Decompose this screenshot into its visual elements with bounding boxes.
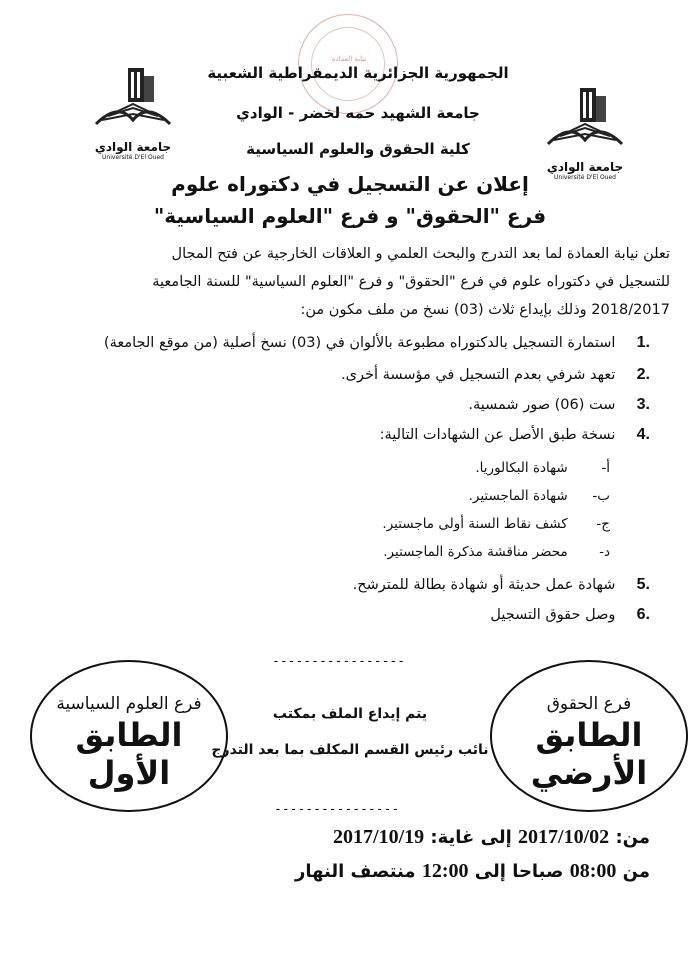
- list-item: [30, 396, 650, 414]
- item-number: .5: [636, 576, 650, 593]
- header-faculty: كلية الحقوق والعلوم السياسية: [246, 140, 470, 158]
- sub-list-item: [50, 544, 610, 560]
- item-text: وصل حقوق التسجيل: [490, 607, 616, 623]
- intro-line-1: تعلن نيابة العمادة لما بعد التدرج والبحث العلمي و العلاقات الخارجية عن فتح المجال: [171, 246, 670, 262]
- university-logo-left: [88, 62, 178, 162]
- logo-subcaption: Université D'El Oued: [102, 154, 164, 161]
- sub-item-letter: ب-: [592, 488, 610, 504]
- location-box-political-science: [30, 660, 228, 812]
- from-date: 2017/10/02: [518, 826, 610, 848]
- sub-item-text: شهادة البكالوريا.: [475, 460, 568, 476]
- item-number: .6: [636, 606, 650, 623]
- sub-item-letter: د-: [599, 544, 610, 560]
- time-from: 08:00: [569, 860, 617, 882]
- header-republic: الجمهورية الجزائرية الديمقراطية الشعبية: [207, 64, 509, 82]
- divider-top: -----------------: [272, 654, 406, 669]
- intro-line-2: للتسجيل في دكتوراه علوم في فرع "الحقوق" و فرع "العلوم السياسية" للسنة الجامعية: [152, 274, 670, 290]
- header-university: جامعة الشهيد حمه لخضر - الوادي: [236, 104, 480, 122]
- divider-bottom: ----------------: [274, 802, 400, 817]
- list-item: [30, 426, 650, 444]
- sub-list-item: [50, 460, 610, 476]
- time-mid: صباحا إلى: [474, 861, 564, 882]
- logo-caption: جامعة الوادي: [94, 140, 172, 154]
- logo-subcaption: Université D'El Oued: [554, 174, 616, 181]
- box-branch-label: فرع الحقوق: [546, 694, 632, 714]
- item-text: تعهد شرفي بعدم التسجيل في مؤسسة أخرى.: [341, 367, 616, 383]
- announcement-subtitle: فرع "الحقوق" و فرع "العلوم السياسية": [153, 204, 547, 228]
- list-item: [30, 606, 650, 624]
- list-item: [30, 576, 650, 594]
- sub-item-text: شهادة الماجستير.: [468, 488, 568, 504]
- registration-period: [50, 826, 650, 849]
- stamp-text: نيابة العمادة: [331, 55, 367, 63]
- university-logo-icon: [540, 82, 630, 162]
- list-item: [30, 366, 650, 384]
- item-number: .4: [636, 426, 650, 443]
- item-number: .1: [636, 334, 650, 351]
- deposit-line-1: يتم إيداع الملف بمكتب: [272, 706, 428, 722]
- box-floor-label: الطابق الأول: [75, 716, 183, 792]
- sub-list-item: [50, 488, 610, 504]
- to-label: إلى غاية:: [430, 827, 512, 848]
- time-from-label: من: [622, 861, 650, 882]
- sub-item-text: كشف نقاط السنة أولى ماجستير.: [382, 516, 568, 532]
- to-date: 2017/10/19: [333, 826, 425, 848]
- university-logo-icon: [88, 62, 178, 142]
- university-logo-right: [540, 82, 630, 182]
- time-to: 12:00: [421, 860, 469, 882]
- item-text: شهادة عمل حديثة أو شهادة بطالة للمترشح.: [352, 577, 616, 593]
- time-end: منتصف النهار: [294, 861, 416, 882]
- list-item: [30, 334, 650, 352]
- sub-item-text: محضر مناقشة مذكرة الماجستير.: [383, 544, 568, 560]
- intro-line-3: 2018/2017 وذلك بإيداع ثلاث (03) نسخ من ملف مكون من:: [300, 302, 670, 318]
- item-number: .2: [636, 366, 650, 383]
- sub-item-letter: أ-: [601, 460, 610, 476]
- location-box-law: [490, 660, 688, 812]
- from-label: من:: [615, 827, 650, 848]
- sub-list-item: [50, 516, 610, 532]
- item-text: استمارة التسجيل بالدكتوراه مطبوعة بالألوان في (03) نسخ أصلية (من موقع الجامعة): [103, 335, 616, 351]
- logo-caption: جامعة الوادي: [546, 160, 624, 174]
- box-branch-label: فرع العلوم السياسية: [56, 694, 202, 714]
- item-number: .3: [636, 396, 650, 413]
- deposit-line-2: نائب رئيس القسم المكلف بما بعد التدرج: [211, 742, 489, 758]
- registration-hours: [50, 860, 650, 883]
- item-text: نسخة طبق الأصل عن الشهادات التالية:: [379, 427, 616, 443]
- box-floor-label: الطابق الأرضي: [530, 716, 648, 792]
- announcement-title: إعلان عن التسجيل في دكتوراه علوم: [171, 172, 529, 196]
- sub-item-letter: ج-: [596, 516, 610, 532]
- item-text: ست (06) صور شمسية.: [468, 397, 616, 413]
